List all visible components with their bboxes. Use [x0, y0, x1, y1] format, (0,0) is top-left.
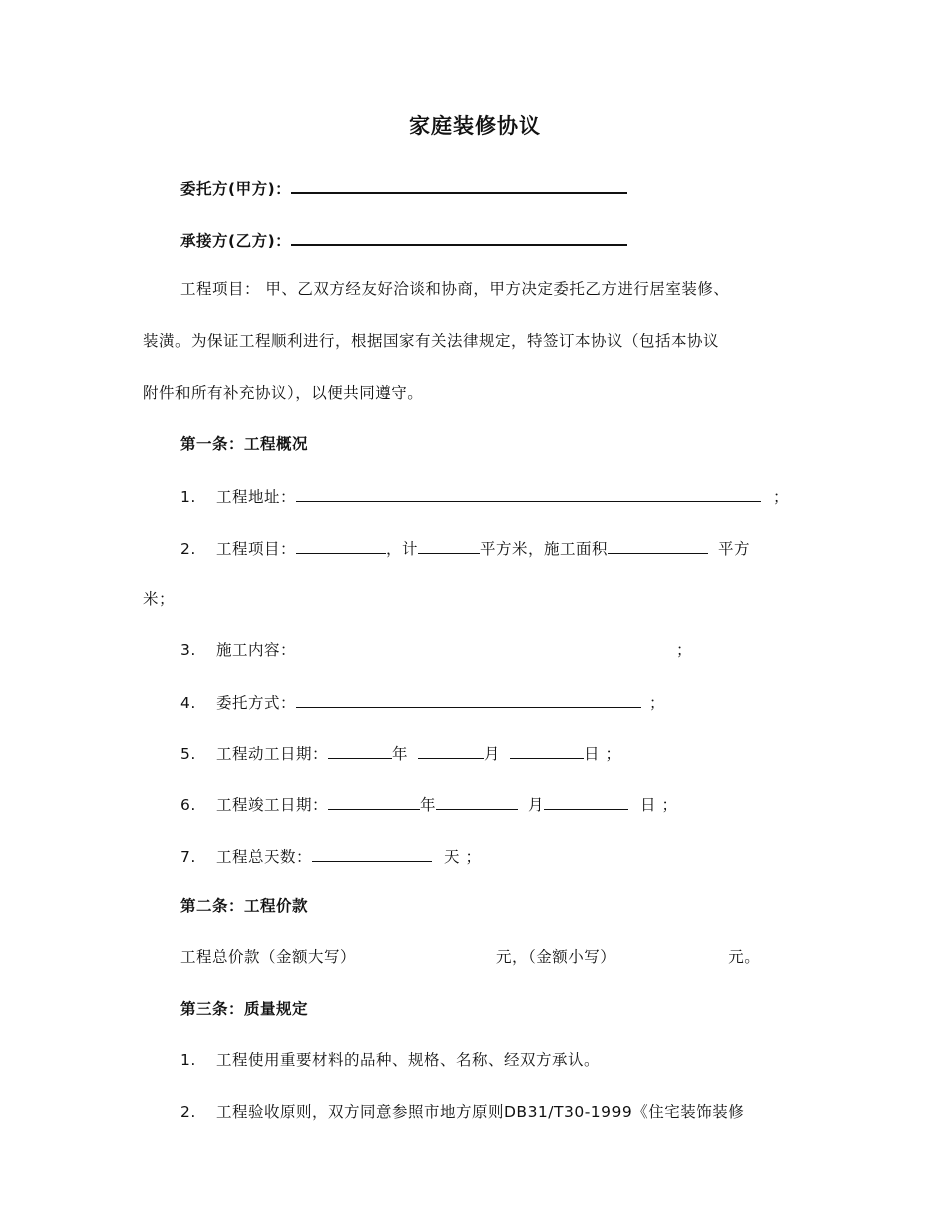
- party-a-field[interactable]: [291, 174, 627, 194]
- end-month-field[interactable]: [436, 791, 518, 810]
- price-line: 工程总价款（金额大写） 元，（金额小写） 元。: [180, 948, 761, 966]
- item-project-wrap: 米；: [143, 590, 176, 608]
- item-label: 委托方式：: [216, 694, 297, 712]
- construction-area-field[interactable]: [608, 535, 708, 554]
- item-number: 2.: [180, 1103, 196, 1121]
- article-2-heading: 第二条：工程价款: [180, 897, 309, 915]
- item-number: 4.: [180, 694, 196, 712]
- item-number: 1.: [180, 488, 196, 506]
- price-uppercase-label: 工程总价款（金额大写）: [180, 948, 357, 966]
- commission-field[interactable]: [296, 689, 641, 708]
- quality-item-2: [180, 1099, 855, 1125]
- address-field[interactable]: [296, 483, 761, 502]
- item-start-date: 5. 工程动工日期： 年 月 日 ；: [180, 740, 855, 767]
- item-text: 工程验收原则，双方同意参照市地方原则DB31/T30-1999《住宅装饰装修: [216, 1103, 745, 1121]
- item-number: 3.: [180, 641, 196, 659]
- start-month-field[interactable]: [418, 740, 484, 759]
- item-number: 1.: [180, 1051, 196, 1069]
- item-number: 2.: [180, 540, 196, 558]
- intro-line-1: 工程项目： 甲、乙双方经友好洽谈和协商，甲方决定委托乙方进行居室装修、: [180, 280, 730, 298]
- item-text: 工程使用重要材料的品种、规格、名称、经双方承认。: [216, 1051, 601, 1069]
- item-content: 3. 施工内容： ；: [180, 637, 855, 663]
- party-b-label: 承接方(乙方)：: [180, 232, 292, 250]
- item-end-date: 6. 工程竣工日期： 年 月 日 ；: [180, 791, 855, 818]
- party-a-line: [180, 174, 855, 202]
- item-address: 1. 工程地址： ；: [180, 483, 855, 510]
- end-day-field[interactable]: [544, 791, 628, 810]
- intro-line-3: 附件和所有补充协议），以便共同遵守。: [143, 384, 424, 402]
- item-project: 2. 工程项目： ，计 平方米，施工面积 平方: [180, 535, 855, 562]
- article-1-heading: 第一条：工程概况: [180, 435, 309, 453]
- project-field[interactable]: [296, 535, 386, 554]
- end-year-field[interactable]: [328, 791, 420, 810]
- item-total-days: 7. 工程总天数： 天 ；: [180, 843, 855, 870]
- page-title: 家庭装修协议: [409, 113, 541, 138]
- intro-line-2: 装潢。为保证工程顺利进行，根据国家有关法律规定，特签订本协议（包括本协议: [143, 332, 720, 350]
- item-number: 5.: [180, 745, 196, 763]
- item-commission: 4. 委托方式： ；: [180, 689, 855, 716]
- total-days-field[interactable]: [312, 843, 432, 862]
- article-3-heading: 第三条：质量规定: [180, 1000, 309, 1018]
- item-number: 6.: [180, 796, 196, 814]
- party-a-label: 委托方(甲方)：: [180, 180, 292, 198]
- start-year-field[interactable]: [328, 740, 392, 759]
- price-lowercase-label: 元，（金额小写）: [496, 948, 617, 966]
- party-b-field[interactable]: [291, 226, 627, 246]
- quality-item-1: [180, 1047, 855, 1073]
- item-label: 工程总天数：: [216, 848, 313, 866]
- item-label: 施工内容：: [216, 641, 297, 659]
- item-label: 工程地址：: [216, 488, 297, 506]
- party-b-line: [180, 226, 855, 254]
- item-number: 7.: [180, 848, 196, 866]
- start-day-field[interactable]: [510, 740, 584, 759]
- item-label: 工程项目：: [216, 540, 297, 558]
- item-label: 工程动工日期：: [216, 745, 329, 763]
- item-label: 工程竣工日期：: [216, 796, 329, 814]
- area-field[interactable]: [418, 535, 480, 554]
